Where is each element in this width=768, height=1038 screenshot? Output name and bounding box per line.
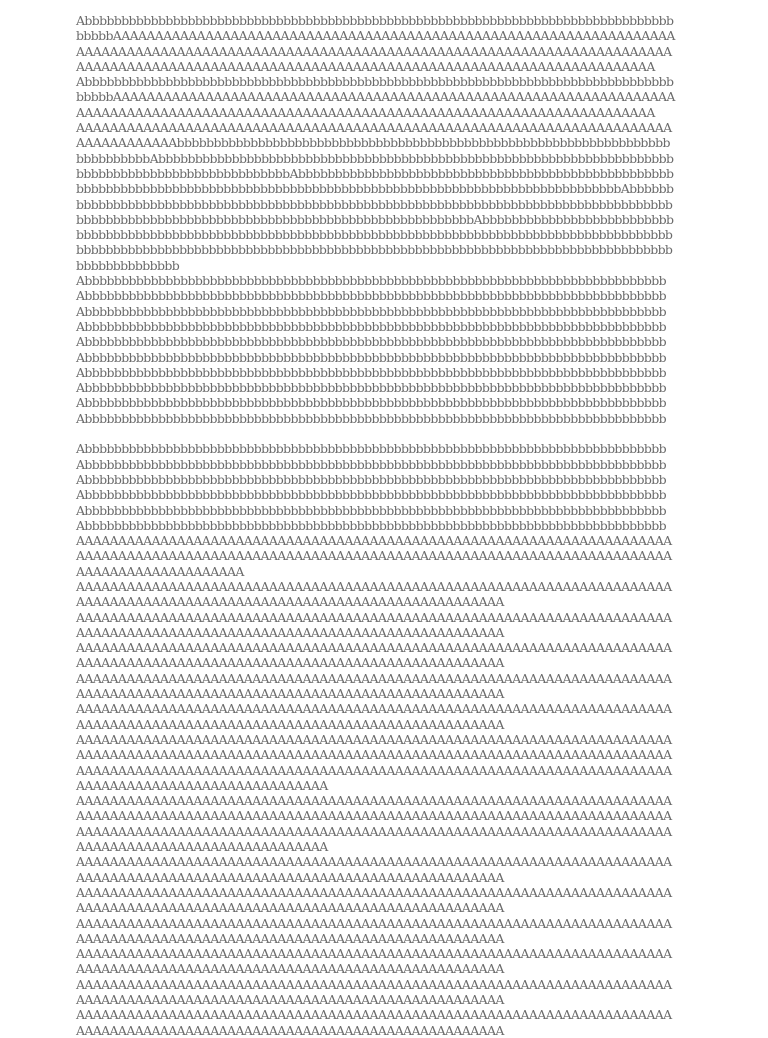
paragraph-25: AAAAAAAAAAAAAAAAAAAAAAAAAAAAAAAAAAAAAAAAAAAAAAAAAAAAAAAAAAAAAAAAAAAAAAAAAAAAAAAAAAAAAAAAAAAAAAAAAAAAAAAAAAAAAAAAAAAAAAAAAA <box>76 670 672 702</box>
paragraph-4: Abbbbbbbbbbbbbbbbbbbbbbbbbbbbbbbbbbbbbbbbbbbbbbbbbbbbbbbbbbbbbbbbbbbbbbbbbbbbbbb <box>76 273 666 289</box>
blank-line <box>76 426 768 441</box>
paragraph-23: AAAAAAAAAAAAAAAAAAAAAAAAAAAAAAAAAAAAAAAAAAAAAAAAAAAAAAAAAAAAAAAAAAAAAAAAAAAAAAAAAAAAAAAAAAAAAAAAAAAAAAAAAAAAAAAAAAAAAAAAAA <box>76 609 672 640</box>
paragraph-24: AAAAAAAAAAAAAAAAAAAAAAAAAAAAAAAAAAAAAAAAAAAAAAAAAAAAAAAAAAAAAAAAAAAAAAAAAAAAAAAAAAAAAAAAAAAAAAAAAAAAAAAAAAAAAAAAAAAAAAAAAA <box>76 640 672 671</box>
paragraph-8: Abbbbbbbbbbbbbbbbbbbbbbbbbbbbbbbbbbbbbbbbbbbbbbbbbbbbbbbbbbbbbbbbbbbbbbbbbbbbbbb <box>76 334 666 350</box>
paragraph-17: Abbbbbbbbbbbbbbbbbbbbbbbbbbbbbbbbbbbbbbbbbbbbbbbbbbbbbbbbbbbbbbbbbbbbbbbbbbbbbbb <box>76 471 666 487</box>
paragraph-19: Abbbbbbbbbbbbbbbbbbbbbbbbbbbbbbbbbbbbbbbbbbbbbbbbbbbbbbbbbbbbbbbbbbbbbbbbbbbbbbb <box>76 502 666 518</box>
paragraph-32: AAAAAAAAAAAAAAAAAAAAAAAAAAAAAAAAAAAAAAAAAAAAAAAAAAAAAAAAAAAAAAAAAAAAAAAAAAAAAAAAAAAAAAAAAAAAAAAAAAAAAAAAAAAAAAAAAAAAAAAAAA <box>76 946 672 977</box>
paragraph-29: AAAAAAAAAAAAAAAAAAAAAAAAAAAAAAAAAAAAAAAAAAAAAAAAAAAAAAAAAAAAAAAAAAAAAAAAAAAAAAAAAAAAAAAAAAAAAAAAAAAAAAAAAAAAAAAAAAAAAAAAAA <box>76 854 672 885</box>
paragraph-5: Abbbbbbbbbbbbbbbbbbbbbbbbbbbbbbbbbbbbbbbbbbbbbbbbbbbbbbbbbbbbbbbbbbbbbbbbbbbbbbb <box>76 288 666 304</box>
paragraph-28: AAAAAAAAAAAAAAAAAAAAAAAAAAAAAAAAAAAAAAAAAAAAAAAAAAAAAAAAAAAAAAAAAAAAAAAAAAAAAAAAAAAAAAAAAAAAAAAAAAAAAAAAAAAAAAAAAAAAAAAAAAAAAAAAAAAAAAAAAAAAAAAAAAAAAAAAAAAAAAAAAAAAAAAAAAAAAAAAAAAAAAAAAAAAAAAAAAAAAAAAAAAAAAAAAAAAAAAAAAAAAAAAAAAAAAAAAAAAAAAAAAA <box>76 793 672 855</box>
paragraph-16: Abbbbbbbbbbbbbbbbbbbbbbbbbbbbbbbbbbbbbbbbbbbbbbbbbbbbbbbbbbbbbbbbbbbbbbbbbbbbbbb <box>76 456 666 472</box>
paragraph-20: Abbbbbbbbbbbbbbbbbbbbbbbbbbbbbbbbbbbbbbbbbbbbbbbbbbbbbbbbbbbbbbbbbbbbbbbbbbbbbbb <box>76 517 666 533</box>
paragraph-1: AbbbbbbbbbbbbbbbbbbbbbbbbbbbbbbbbbbbbbbbbbbbbbbbbbbbbbbbbbbbbbbbbbbbbbbbbbbbbbbbbbbbbbAAAAAAAAAAAAAAAAAAAAAAAAAAAAAAAAAAAAAAAAAAAAAAAAAAAAAAAAAAAAAAAAAAAAAAAAAAAAAAAAAAAAAAAAAAAAAAAAAAAAAAAAAAAAAAAAAAAAAAAAAAAAAAAAAAAAAAAAAAAAAAAAAAAAAAAAAAAAAAAAAAAAAAAAAAAAAAAAAAAAAAAAAAAAAAAAAAAAAAAAAAAAAAA <box>76 13 675 74</box>
paragraph-6: Abbbbbbbbbbbbbbbbbbbbbbbbbbbbbbbbbbbbbbbbbbbbbbbbbbbbbbbbbbbbbbbbbbbbbbbbbbbbbbb <box>76 303 666 319</box>
paragraph-9: Abbbbbbbbbbbbbbbbbbbbbbbbbbbbbbbbbbbbbbbbbbbbbbbbbbbbbbbbbbbbbbbbbbbbbbbbbbbbbbb <box>76 349 666 365</box>
paragraph-31: AAAAAAAAAAAAAAAAAAAAAAAAAAAAAAAAAAAAAAAAAAAAAAAAAAAAAAAAAAAAAAAAAAAAAAAAAAAAAAAAAAAAAAAAAAAAAAAAAAAAAAAAAAAAAAAAAAAAAAAAAA <box>76 915 672 946</box>
paragraph-26: AAAAAAAAAAAAAAAAAAAAAAAAAAAAAAAAAAAAAAAAAAAAAAAAAAAAAAAAAAAAAAAAAAAAAAAAAAAAAAAAAAAAAAAAAAAAAAAAAAAAAAAAAAAAAAAAAAAAAAAAAA <box>76 701 672 732</box>
paragraph-10: Abbbbbbbbbbbbbbbbbbbbbbbbbbbbbbbbbbbbbbbbbbbbbbbbbbbbbbbbbbbbbbbbbbbbbbbbbbbbbbb <box>76 364 666 380</box>
paragraph-2: AbbbbbbbbbbbbbbbbbbbbbbbbbbbbbbbbbbbbbbbbbbbbbbbbbbbbbbbbbbbbbbbbbbbbbbbbbbbbbbbbbbbbbAAAAAAAAAAAAAAAAAAAAAAAAAAAAAAAAAAAAAAAAAAAAAAAAAAAAAAAAAAAAAAAAAAAAAAAAAAAAAAAAAAAAAAAAAAAAAAAAAAAAAAAAAAAAAAAAAAAAAAAAAAAAAAAAAAAAAAAA <box>76 74 675 120</box>
paragraph-21: AAAAAAAAAAAAAAAAAAAAAAAAAAAAAAAAAAAAAAAAAAAAAAAAAAAAAAAAAAAAAAAAAAAAAAAAAAAAAAAAAAAAAAAAAAAAAAAAAAAAAAAAAAAAAAAAAAAAAAAAAAAAAAAAAAAAAAAAAAAAAAAAAAAAAAAAAAAAAAAAAA <box>76 533 672 579</box>
paragraph-22: AAAAAAAAAAAAAAAAAAAAAAAAAAAAAAAAAAAAAAAAAAAAAAAAAAAAAAAAAAAAAAAAAAAAAAAAAAAAAAAAAAAAAAAAAAAAAAAAAAAAAAAAAAAAAAAAAAAAAAAAAA <box>76 578 672 610</box>
paragraph-33: AAAAAAAAAAAAAAAAAAAAAAAAAAAAAAAAAAAAAAAAAAAAAAAAAAAAAAAAAAAAAAAAAAAAAAAAAAAAAAAAAAAAAAAAAAAAAAAAAAAAAAAAAAAAAAAAAAAAAAAAAA <box>76 976 672 1007</box>
paragraph-13: Abbbbbbbbbbbbbbbbbbbbbbbbbbbbbbbbbbbbbbbbbbbbbbbbbbbbbbbbbbbbbbbbbbbbbbbbbbbbbbb <box>76 410 666 426</box>
paragraph-12: Abbbbbbbbbbbbbbbbbbbbbbbbbbbbbbbbbbbbbbbbbbbbbbbbbbbbbbbbbbbbbbbbbbbbbbbbbbbbbbb <box>76 395 666 411</box>
paragraph-27: AAAAAAAAAAAAAAAAAAAAAAAAAAAAAAAAAAAAAAAAAAAAAAAAAAAAAAAAAAAAAAAAAAAAAAAAAAAAAAAAAAAAAAAAAAAAAAAAAAAAAAAAAAAAAAAAAAAAAAAAAAAAAAAAAAAAAAAAAAAAAAAAAAAAAAAAAAAAAAAAAAAAAAAAAAAAAAAAAAAAAAAAAAAAAAAAAAAAAAAAAAAAAAAAAAAAAAAAAAAAAAAAAAAAAAAAAAAAAAAAAAA <box>76 731 672 793</box>
paragraph-11: Abbbbbbbbbbbbbbbbbbbbbbbbbbbbbbbbbbbbbbbbbbbbbbbbbbbbbbbbbbbbbbbbbbbbbbbbbbbbbbb <box>76 380 666 396</box>
paragraph-30: AAAAAAAAAAAAAAAAAAAAAAAAAAAAAAAAAAAAAAAAAAAAAAAAAAAAAAAAAAAAAAAAAAAAAAAAAAAAAAAAAAAAAAAAAAAAAAAAAAAAAAAAAAAAAAAAAAAAAAAAAA <box>76 884 672 916</box>
paragraph-3: AAAAAAAAAAAAAAAAAAAAAAAAAAAAAAAAAAAAAAAAAAAAAAAAAAAAAAAAAAAAAAAAAAAAAAAAAAAAAAAAAAAbbbbbbbbbbbbbbbbbbbbbbbbbbbbbbbbbbbbbbbbbbbbbbbbbbbbbbbbbbbbbbbbbbbbbbbbbbbbbAbbbbbbbbbbbbbbbbbbbbbbbbbbbbbbbbbbbbbbbbbbbbbbbbbbbbbbbbbbbbbbbbbbbbbbbbbbbbbbbbbbbbbbbbbbbbbbbbbbbAbbbbbbbbbbbbbbbbbbbbbbbbbbbbbbbbbbbbbbbbbbbbbbbbbbbbbbbbbbbbbbbbbbbbbbbbbbbbbbbbbbbbbbbbbbbbbbbbbbbbbbbbbbbbbbbbbbbbbbbbbbbbbAbbbbbbbbbbbbbbbbbbbbbbbbbbbbbbbbbbbbbbbbbbbbbbbbbbbbbbbbbbbbbbbbbbbbbbbbbbbbbbbbbbbbbbbbbbbbbbbbbbbbbbbbbbbbbbbbbbbbbbbbbbbbbbbbbbbbbbbbbbbbbAbbbbbbbbbbbbbbbbbbbbbbbbbbbbbbbbbbbbbbbbbbbbbbbbbbbbbbbbbbbbbbbbbbbbbbbbbbbbbbbbbbbbbbbbbbbbbbbbbbbbbbbbbbbbbbbbbbbbbbbbbbbbbbbbbbbbbbbbbbbbbbbbbbbbbbbbbbbbbbbbbbbbbbbbbbbbbbbbbbbbbbbbbbbbbbbbbbbbbbbbbb <box>76 120 674 273</box>
paragraph-7: Abbbbbbbbbbbbbbbbbbbbbbbbbbbbbbbbbbbbbbbbbbbbbbbbbbbbbbbbbbbbbbbbbbbbbbbbbbbbbbb <box>76 318 666 334</box>
paragraph-18: Abbbbbbbbbbbbbbbbbbbbbbbbbbbbbbbbbbbbbbbbbbbbbbbbbbbbbbbbbbbbbbbbbbbbbbbbbbbbbbb <box>76 487 666 503</box>
paragraph-15: Abbbbbbbbbbbbbbbbbbbbbbbbbbbbbbbbbbbbbbbbbbbbbbbbbbbbbbbbbbbbbbbbbbbbbbbbbbbbbbb <box>76 441 666 457</box>
paragraph-34: AAAAAAAAAAAAAAAAAAAAAAAAAAAAAAAAAAAAAAAAAAAAAAAAAAAAAAAAAAAAAAAAAAAAAAAAAAAAAAAAAAAAAAAAAAAAAAAAAAAAAAAAAAAAAAAAAAAAAAAAAA <box>76 1007 672 1038</box>
